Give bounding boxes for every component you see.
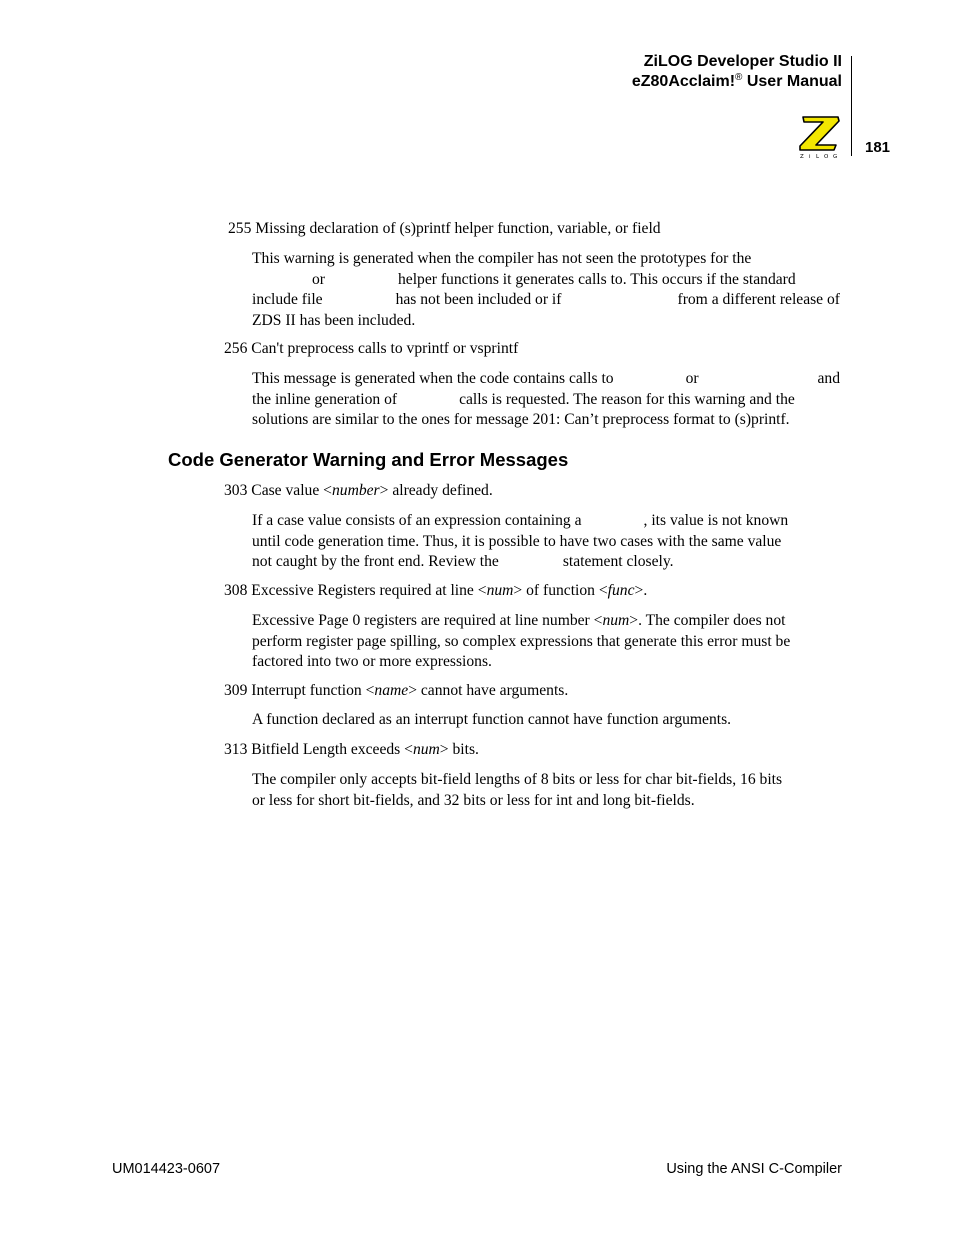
message-313: 313 Bitfield Length exceeds <num> bits.: [224, 741, 479, 758]
message-303: 303 Case value <number> already defined.: [224, 482, 493, 499]
text-line: Excessive Page 0 registers are required at line number <num>. The compiler does not: [252, 612, 786, 629]
text-line: factored into two or more expressions.: [252, 653, 492, 670]
text-line: until code generation time. Thus, it is possible to have two cases with the same value: [252, 532, 782, 550]
paragraph-309: A function declared as an interrupt function cannot have function arguments.: [252, 711, 732, 728]
paragraph-313: [252, 770, 840, 811]
text-line: If a case value consists of an expression containing a , its value is not known: [252, 512, 789, 529]
text-line: This message is generated when the code contains calls to or and: [252, 370, 840, 387]
footer-document-id: UM014423-0607: [112, 1161, 221, 1177]
header-line-1: ZiLOG Developer Studio II: [643, 53, 842, 70]
text-line: This warning is generated when the compiler has not seen the prototypes for the: [252, 250, 752, 267]
text-line: The compiler only accepts bit-field lengths of 8 bits or less for char bit-fields, 16 bits: [252, 771, 783, 788]
svg-text:G: G: [833, 154, 838, 160]
paragraph-256: [252, 369, 840, 431]
svg-text:i: i: [809, 154, 811, 160]
text-line: include file has not been included or if from a different release of: [252, 291, 840, 308]
text-line: or helper functions it generates calls to. This occurs if the standard: [312, 270, 796, 288]
message-308: 308 Excessive Registers required at line <num> of function <func>.: [224, 582, 648, 599]
zilog-logo-icon: [797, 114, 843, 160]
svg-text:Z: Z: [800, 154, 804, 160]
footer-chapter-title: Using the ANSI C-Compiler: [666, 1161, 842, 1177]
text-line: or less for short bit-fields, and 32 bits or less for int and long bit-fields.: [252, 791, 695, 809]
page-number: 181: [865, 139, 891, 156]
header-line-2: eZ80Acclaim!® User Manual: [631, 72, 842, 90]
section-heading: Code Generator Warning and Error Messages: [168, 449, 569, 470]
text-line: solutions are similar to the ones for message 201: Can’t preprocess format to (s)printf.: [252, 411, 790, 428]
header-divider: [851, 56, 852, 156]
text-line: not caught by the front end. Review the statement closely.: [252, 553, 674, 570]
message-309: 309 Interrupt function <name> cannot have arguments.: [224, 682, 569, 699]
header-product-title: [632, 52, 842, 92]
text-line: perform register page spilling, so complex expressions that generate this error must be: [252, 632, 791, 650]
paragraph-255: [252, 249, 840, 331]
text-line: the inline generation of calls is requested. The reason for this warning and the: [252, 390, 795, 408]
message-255: 255 Missing declaration of (s)printf helper function, variable, or field: [228, 220, 661, 237]
paragraph-303: [252, 511, 840, 573]
paragraph-308: [252, 611, 840, 673]
text-line: ZDS II has been included.: [252, 311, 416, 329]
message-256: 256 Can't preprocess calls to vprintf or vsprintf: [224, 340, 519, 357]
svg-text:O: O: [824, 154, 829, 160]
svg-text:L: L: [816, 154, 820, 160]
